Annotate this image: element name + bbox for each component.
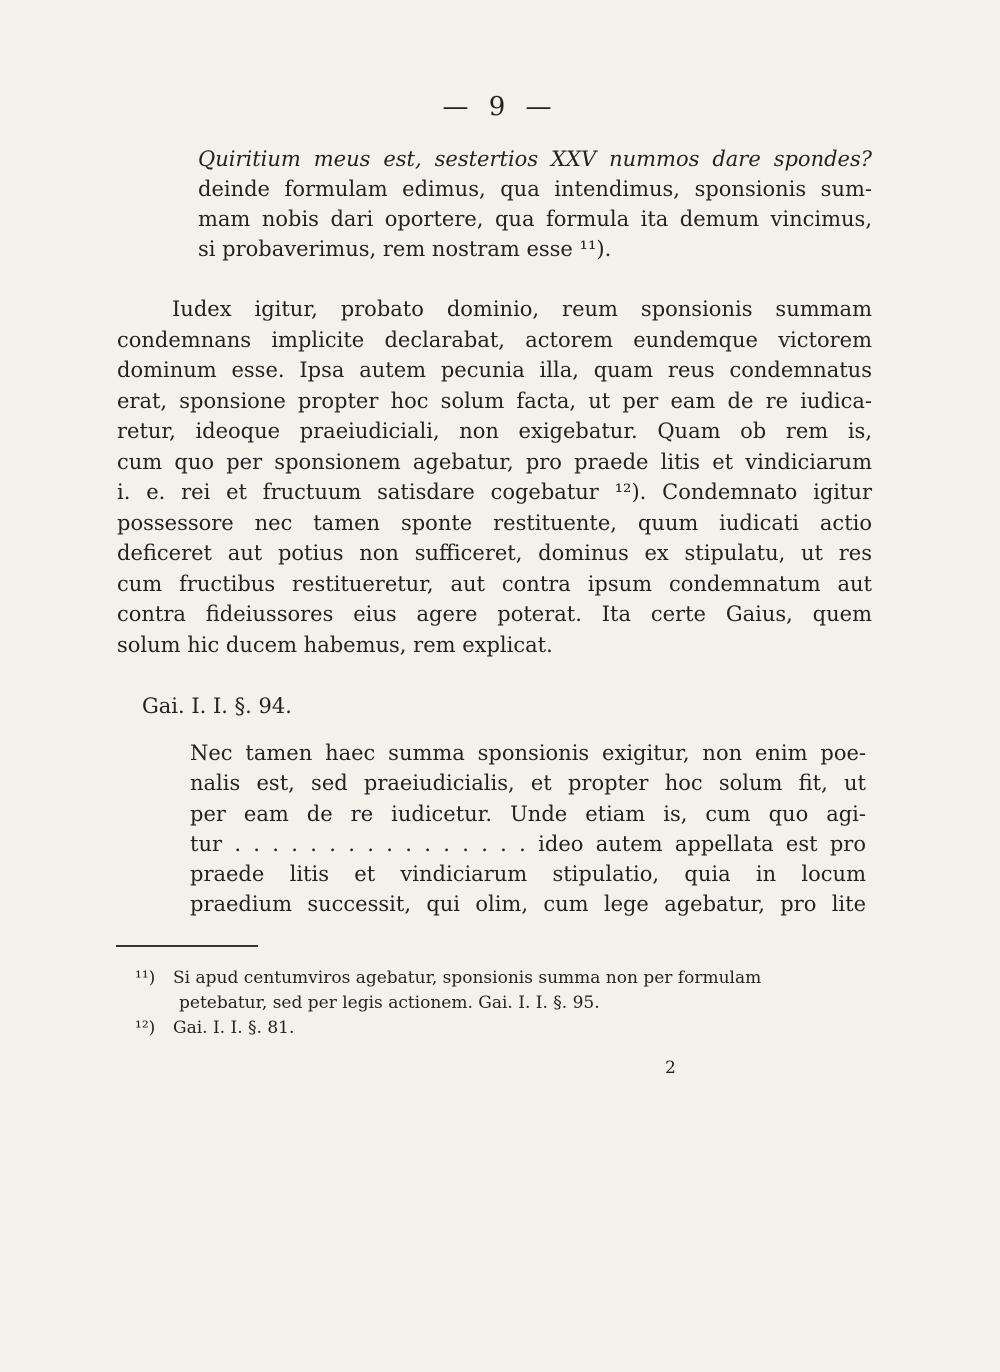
text-line: retur, ideoque praeiudiciali, non exigebatur. Quam ob rem is,: [117, 419, 872, 443]
footnote-11: [135, 966, 865, 991]
text-line: deficeret aut potius non sufficeret, dominus ex stipulatu, ut res: [117, 541, 872, 565]
footnote-text: Gai. I. I. §. 81.: [173, 1018, 295, 1038]
text-line: solum hic ducem habemus, rem explicat.: [117, 632, 553, 657]
text-line: mam nobis dari oportere, qua formula ita demum vincimus,: [198, 207, 872, 231]
footnote-12: [135, 1016, 865, 1041]
text-line: tur . . . . . . . . . . . . . . . . ideo autem appellata est pro: [190, 831, 866, 856]
text-line: cum fructibus restitueretur, aut contra ipsum condemnatum aut: [117, 571, 872, 596]
text-line: i. e. rei et fructuum satisdare cogebatur ¹²). Condemnato igitur: [117, 480, 872, 504]
footnote-11-continued: [135, 991, 865, 1016]
footnote-separator: [116, 945, 258, 947]
paragraph-2: [117, 294, 872, 660]
text-line: dominum esse. Ipsa autem pecunia illa, quam reus condemnatus: [117, 358, 872, 382]
text-line: deinde formulam edimus, qua intendimus, sponsionis sum-: [198, 177, 872, 201]
text-line: possessore nec tamen sponte restituente, quum iudicati actio: [117, 510, 872, 535]
paragraph-3-quote: [190, 738, 866, 920]
citation: Gai. I. I. §. 94.: [142, 694, 292, 718]
text-line: Iudex igitur, probato dominio, reum sponsionis summam: [172, 297, 872, 321]
text-line: Quiritium meus est, sestertios XXV nummos dare spondes?: [198, 147, 872, 171]
footnote-text: Si apud centumviros agebatur, sponsionis summa non per formulam: [173, 968, 762, 988]
signature-mark: 2: [665, 1058, 676, 1078]
text-line: contra fideiussores eius agere poterat. Ita certe Gaius, quem: [117, 602, 872, 626]
text-line: praede litis et vindiciarum stipulatio, quia in locum: [190, 862, 866, 887]
text-line: si probaverimus, rem nostram esse ¹¹).: [198, 237, 612, 261]
page-number-header: — 9 —: [442, 92, 558, 122]
text-line: Nec tamen haec summa sponsionis exigitur, non enim poe-: [190, 741, 866, 765]
footnote-marker: ¹¹): [135, 968, 156, 988]
footnote-marker: ¹²): [135, 1018, 156, 1038]
text-line: erat, sponsione propter hoc solum facta, ut per eam de re iudica-: [117, 388, 872, 413]
text-line: cum quo per sponsionem agebatur, pro praede litis et vindiciarum: [117, 449, 872, 474]
footnote-text: petebatur, sed per legis actionem. Gai. I. I. §. 95.: [179, 993, 600, 1013]
text-line: nalis est, sed praeiudicialis, et propter hoc solum fit, ut: [190, 771, 866, 796]
text-line: per eam de re iudicetur. Unde etiam is, cum quo agi-: [190, 801, 866, 826]
text-line: praedium successit, qui olim, cum lege agebatur, pro lite: [190, 892, 866, 917]
text-line: condemnans implicite declarabat, actorem eundemque victorem: [117, 327, 872, 352]
footnotes: [135, 966, 865, 1041]
paragraph-1: [198, 144, 872, 264]
